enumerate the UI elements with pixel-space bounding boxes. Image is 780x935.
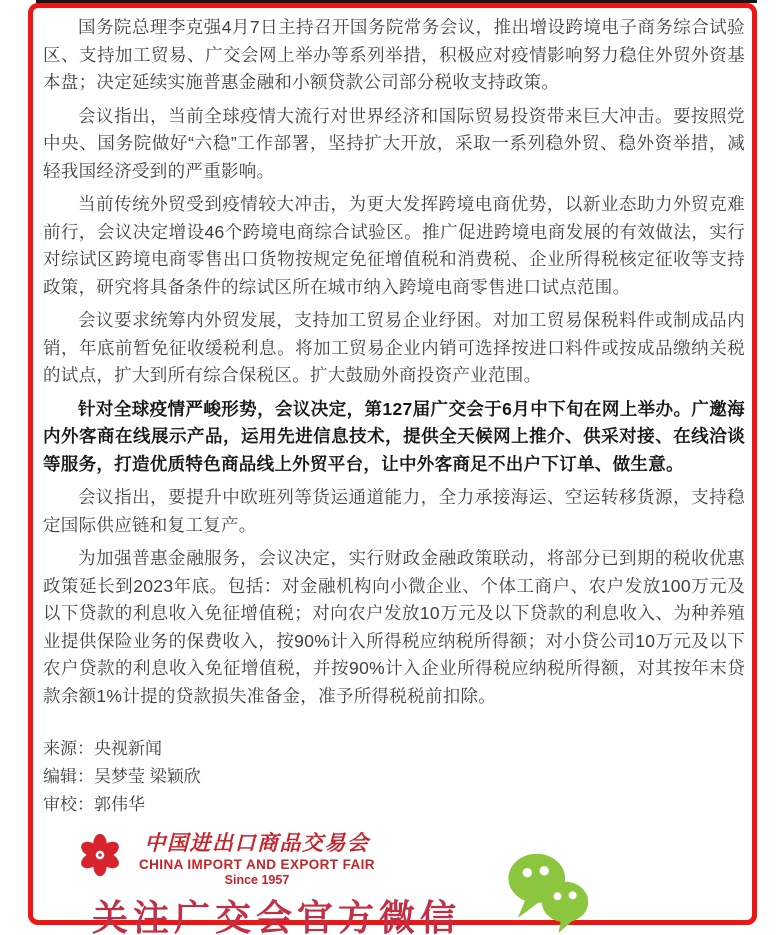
article-body	[43, 14, 745, 935]
follow-wechat-banner-text: 关注广交会官方微信	[92, 897, 462, 935]
credits-block	[43, 735, 745, 819]
follow-wechat-banner[interactable]	[92, 899, 745, 935]
paragraph-3: 当前传统外贸受到疫情较大冲击，为更大发挥跨境电商优势，以新业态助力外贸克难前行，会议决定增设46个跨境电商综合试验区。推广促进跨境电商发展的有效做法，实行对综试区跨境电商零售出口货物按规定免征增值税和消费税、企业所得税核定征收等支持政策，研究将具备条件的综试区所在城市纳入跨境电商零售进口试点范围。	[43, 194, 745, 297]
paragraph-7: 为加强普惠金融服务，会议决定，实行财政金融政策联动，将部分已到期的税收优惠政策延长到2023年底。包括：对金融机构向小微企业、个体工商户、农户发放100万元及以下贷款的利息收入免征增值税；对向农户发放10万元及以下贷款的利息收入、为种养殖业提供保险业务的保费收入，按90%计入所得税应纳税所得额；对小贷公司10万元及以下农户贷款的利息收入免征增值税，并按90%计入企业所得税应纳税所得额，对其按年末贷款余额1%计提的贷款损失准备金，准予所得税税前扣除。	[43, 548, 745, 706]
paragraph-1: 国务院总理李克强4月7日主持召开国务院常务会议，推出增设跨境电子商务综合试验区、支持加工贸易、广交会网上举办等系列举措，积极应对疫情影响努力稳住外贸外资基本盘；决定延续实施普惠金融和小额贷款公司部分税收支持政策。	[43, 17, 745, 92]
canton-fair-logo	[75, 831, 745, 888]
credit-editor: 编辑：吴梦莹 梁颖欣	[43, 767, 201, 786]
wechat-icon[interactable]	[500, 850, 598, 935]
logo-chinese-name: 中国进出口商品交易会	[144, 830, 370, 855]
paragraph-5-highlight: 针对全球疫情严峻形势，会议决定，第127届广交会于6月中下旬在网上举办。广邀海内外客商在线展示产品，运用先进信息技术，提供全天候网上推介、供采对接、在线洽谈等服务，打造优质特色商品线上外贸平台，让中外客商足不出户下订单、做生意。	[43, 398, 745, 474]
credit-source: 来源：央视新闻	[43, 739, 162, 758]
credit-proofreader: 审校：郭伟华	[43, 795, 145, 814]
canton-fair-flower-icon	[75, 831, 125, 879]
paragraph-2: 会议指出，当前全球疫情大流行对世界经济和国际贸易投资带来巨大冲击。要按照党中央、国务院做好“六稳”工作部署，坚持扩大开放，采取一系列稳外贸、稳外资举措，减轻我国经济受到的严重影响。	[43, 105, 745, 181]
logo-since-label: Since 1957	[224, 873, 290, 887]
paragraph-6: 会议指出，要提升中欧班列等货运通道能力，全力承接海运、空运转移货源，支持稳定国际供应链和复工复产。	[43, 487, 745, 535]
paragraph-4: 会议要求统筹内外贸发展，支持加工贸易企业纾困。对加工贸易保税料件或制成品内销，年底前暂免征收缓税利息。将加工贸易企业内销可选择按进口料件或按成品缴纳关税的试点，扩大到所有综合保税区。扩大鼓励外商投资产业范围。	[43, 310, 745, 385]
logo-english-name: CHINA IMPORT AND EXPORT FAIR	[139, 857, 375, 872]
canton-fair-logo-text	[139, 831, 375, 888]
